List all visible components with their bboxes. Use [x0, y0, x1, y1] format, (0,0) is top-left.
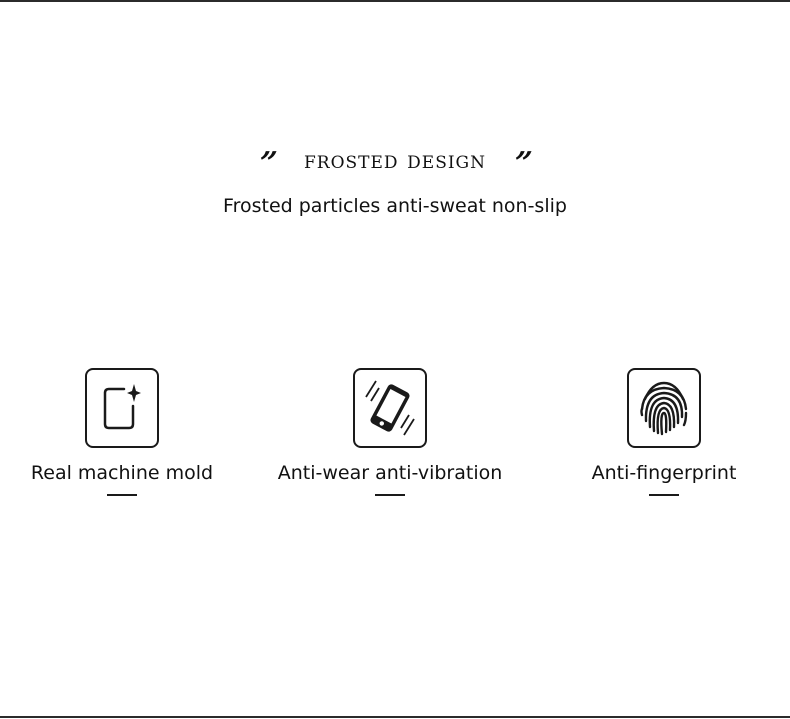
vibrating-phone-icon	[353, 368, 427, 448]
open-quote-mark: ”	[256, 146, 279, 181]
label-underline	[375, 494, 405, 496]
fingerprint-icon	[627, 368, 701, 448]
section-subtitle: Frosted particles anti-sweat non-slip	[223, 195, 567, 217]
feature-real-machine-mold	[0, 368, 262, 496]
section-title: frosted design	[303, 146, 487, 174]
feature-anti-fingerprint	[524, 368, 790, 496]
label-underline	[649, 494, 679, 496]
feature-anti-wear	[250, 368, 530, 496]
phone-outline-sparkle-icon	[85, 368, 159, 448]
feature-label: Anti-fingerprint	[591, 462, 737, 484]
bottom-border	[0, 716, 790, 718]
top-border	[0, 0, 790, 2]
feature-label: Anti-wear anti-vibration	[277, 462, 503, 484]
label-underline	[107, 494, 137, 496]
close-quote-mark: ”	[511, 146, 534, 181]
section-heading	[0, 145, 790, 181]
feature-label: Real machine mold	[30, 462, 214, 484]
